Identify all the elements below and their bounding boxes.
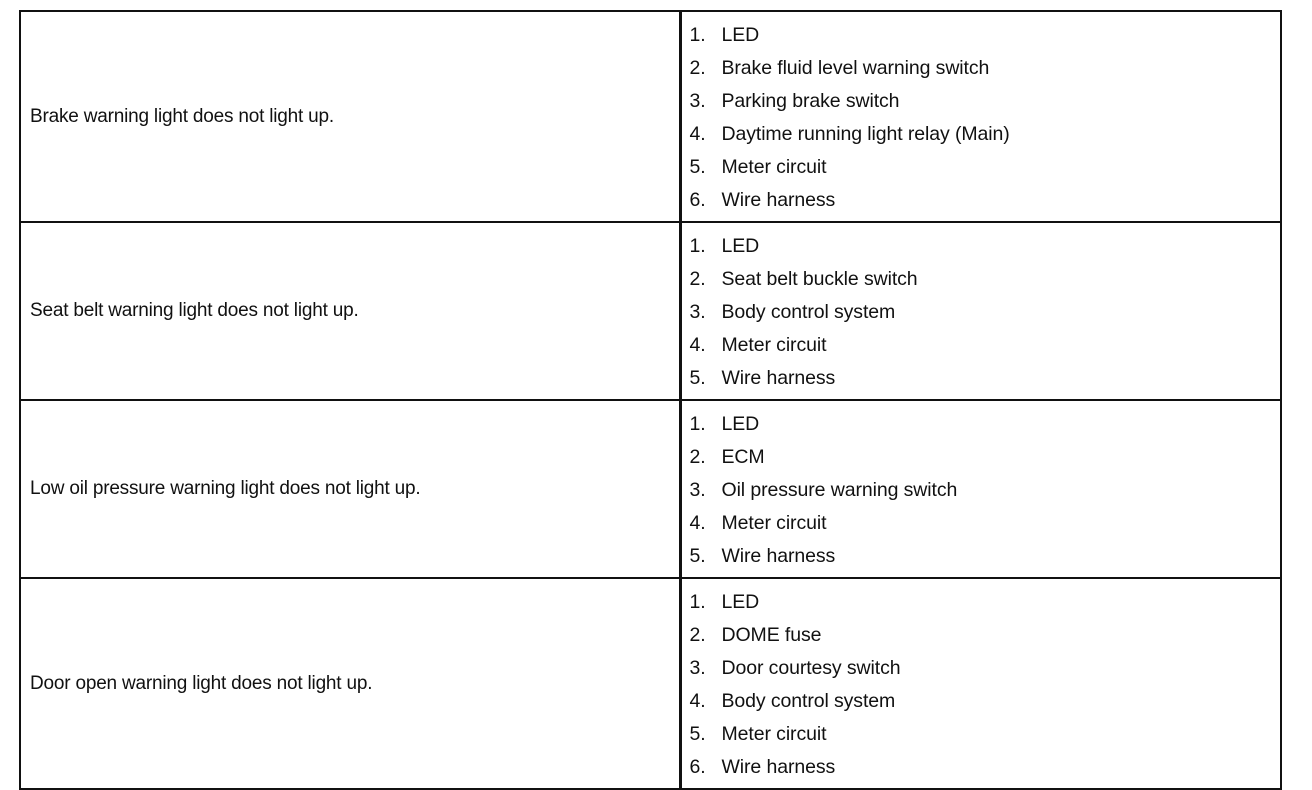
table-row: [20, 400, 1281, 578]
cause-number: 4.: [689, 512, 706, 534]
symptom-cell: Seat belt warning light does not light up.: [20, 222, 680, 400]
possible-causes-cell: [680, 400, 1281, 578]
cause-item: [690, 586, 1281, 619]
cause-text: Body control system: [721, 301, 896, 323]
cause-item: [690, 408, 1281, 441]
cause-text: Wire harness: [721, 545, 836, 567]
cause-number: 3.: [689, 301, 706, 323]
cause-number: 2.: [689, 57, 706, 79]
cause-number: 5.: [689, 545, 706, 567]
cause-list: [690, 19, 1281, 217]
cause-item: [690, 474, 1281, 507]
cause-text: Meter circuit: [721, 334, 827, 356]
possible-causes-cell: [680, 578, 1281, 789]
cause-text: Body control system: [721, 690, 896, 712]
cause-text: Meter circuit: [721, 723, 827, 745]
cause-text: Meter circuit: [721, 156, 827, 178]
troubleshooting-table: [19, 10, 1282, 790]
cause-item: [690, 619, 1281, 652]
cause-text: Wire harness: [721, 367, 836, 389]
cause-item: [690, 85, 1281, 118]
cause-text: DOME fuse: [721, 624, 822, 646]
cause-number: 5.: [689, 367, 706, 389]
cause-number: 4.: [689, 334, 706, 356]
cause-item: [690, 652, 1281, 685]
cause-text: Oil pressure warning switch: [721, 479, 958, 501]
cause-item: [690, 263, 1281, 296]
cause-text: Parking brake switch: [721, 90, 900, 112]
cause-number: 3.: [689, 90, 706, 112]
cause-number: 1.: [689, 235, 706, 257]
cause-number: 6.: [689, 756, 706, 778]
cause-list: [690, 408, 1281, 573]
cause-item: [690, 230, 1281, 263]
cause-text: Door courtesy switch: [721, 657, 901, 679]
cause-item: [690, 507, 1281, 540]
cause-text: ECM: [721, 446, 765, 468]
cause-item: [690, 52, 1281, 85]
cause-number: 1.: [689, 24, 706, 46]
cause-text: LED: [721, 413, 760, 435]
cause-text: Meter circuit: [721, 512, 827, 534]
cause-list: [690, 230, 1281, 395]
cause-text: Wire harness: [721, 756, 836, 778]
cause-item: [690, 329, 1281, 362]
cause-number: 2.: [689, 624, 706, 646]
table-body: [20, 11, 1281, 789]
table-row: [20, 578, 1281, 789]
cause-item: [690, 718, 1281, 751]
cause-text: LED: [721, 24, 760, 46]
possible-causes-cell: [680, 222, 1281, 400]
symptom-cell: Low oil pressure warning light does not light up.: [20, 400, 680, 578]
cause-text: Daytime running light relay (Main): [721, 123, 1010, 145]
cause-item: [690, 151, 1281, 184]
cause-item: [690, 118, 1281, 151]
cause-text: LED: [721, 591, 760, 613]
table-row: [20, 11, 1281, 222]
cause-item: [690, 685, 1281, 718]
cause-number: 3.: [689, 479, 706, 501]
cause-number: 4.: [689, 123, 706, 145]
cause-number: 5.: [689, 156, 706, 178]
cause-item: [690, 540, 1281, 573]
cause-item: [690, 362, 1281, 395]
symptom-cell: Brake warning light does not light up.: [20, 11, 680, 222]
cause-number: 1.: [689, 591, 706, 613]
cause-text: Wire harness: [721, 189, 836, 211]
symptom-cell: Door open warning light does not light up.: [20, 578, 680, 789]
cause-item: [690, 296, 1281, 329]
cause-item: [690, 751, 1281, 784]
table-row: [20, 222, 1281, 400]
cause-list: [690, 586, 1281, 784]
cause-number: 6.: [689, 189, 706, 211]
cause-text: LED: [721, 235, 760, 257]
cause-number: 2.: [689, 446, 706, 468]
cause-text: Brake fluid level warning switch: [721, 57, 990, 79]
cause-number: 3.: [689, 657, 706, 679]
cause-item: [690, 19, 1281, 52]
cause-number: 4.: [689, 690, 706, 712]
cause-number: 5.: [689, 723, 706, 745]
cause-item: [690, 441, 1281, 474]
cause-item: [690, 184, 1281, 217]
possible-causes-cell: [680, 11, 1281, 222]
cause-text: Seat belt buckle switch: [721, 268, 918, 290]
cause-number: 1.: [689, 413, 706, 435]
cause-number: 2.: [689, 268, 706, 290]
